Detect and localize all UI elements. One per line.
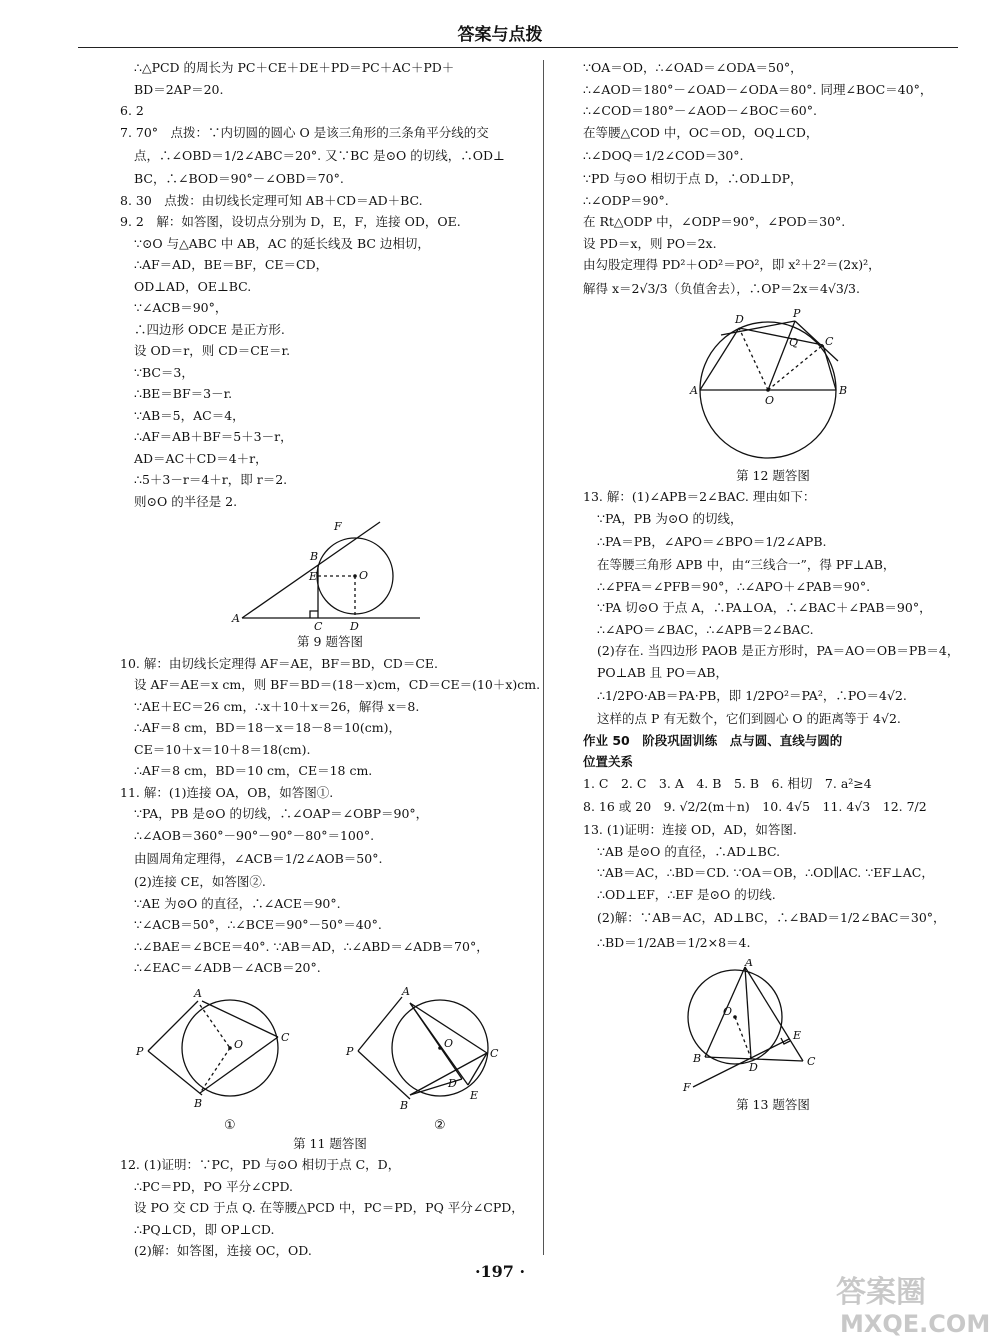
text-line: 在等腰三角形 APB 中，由“三线合一”，得 PF⊥AB， — [597, 557, 896, 572]
point-label: E — [470, 1088, 479, 1102]
text-line: ∴∠AOB＝360°－90°－90°－80°＝100°. — [134, 827, 375, 843]
text-line: 8. 30 点拨：由切线长定理可知 AB＋CD＝AD＋BC. — [120, 192, 423, 208]
point-label: E — [793, 1029, 802, 1042]
text-line: 在等腰△COD 中，OC＝OD，OQ⊥CD， — [583, 124, 819, 140]
text-line: (2)连接 CE，如答图②. — [134, 874, 266, 889]
text-line: AD＝AC＋CD＝4＋r， — [134, 450, 268, 466]
point-label: A — [194, 986, 202, 1000]
point-label: A — [745, 959, 753, 969]
text-line: ∵BC＝3， — [134, 364, 194, 380]
point-label: A — [690, 383, 698, 397]
point-label: A — [232, 612, 240, 625]
point-label: O — [765, 393, 775, 407]
subfigure-label: ② — [434, 1117, 446, 1133]
point-label: B — [194, 1096, 203, 1110]
point-label: C — [807, 1055, 816, 1068]
figure-caption: 第 11 题答图 — [293, 1135, 367, 1151]
text-line: ∴∠AOD＝180°－∠OAD－∠ODA＝80°. 同理∠BOC＝40°， — [583, 81, 933, 97]
text-line: (2)解：∵AB＝AC，AD⊥BC，∴∠BAD＝1/2∠BAC＝30°， — [597, 910, 946, 925]
text-line: CE＝10＋x＝10＋8＝18(cm). — [134, 741, 311, 757]
point-label: D — [350, 620, 359, 631]
text-line: ∴∠BAE＝∠BCE＝40°. ∵AB＝AD，∴∠ABD＝∠ADB＝70°， — [134, 938, 489, 954]
point-label: B — [400, 1098, 409, 1112]
text-line: 设 PO 交 CD 于点 Q. 在等腰△PCD 中，PC＝PD，PQ 平分∠CPD， — [134, 1200, 524, 1215]
text-line: BC，∴∠BOD＝90°－∠OBD＝70°. — [134, 171, 344, 186]
figure-q13 — [673, 959, 873, 1094]
point-label: E — [309, 570, 318, 583]
text-line: ∵PD 与⊙O 相切于点 D，∴OD⊥DP， — [583, 171, 803, 186]
text-line: 则⊙O 的半径是 2. — [134, 493, 238, 509]
text-line: 10. 解：由切线长定理得 AF＝AE，BF＝BD，CD＝CE. — [120, 655, 438, 671]
text-line: ∴∠PFA＝∠PFB＝90°，∴∠APO＋∠PAB＝90°. — [597, 578, 871, 594]
text-line: 11. 解：(1)连接 OA，OB，如答图①. — [120, 784, 334, 800]
text-line: (2)存在. 当四边形 PAOB 是正方形时，PA＝AO＝OB＝PB＝4， — [597, 643, 960, 658]
text-line: 解得 x＝2√3/3（负值舍去），∴OP＝2x＝4√3/3. — [583, 280, 860, 296]
point-label: D — [735, 312, 744, 326]
left-column — [120, 57, 540, 1262]
text-line: 在 Rt△ODP 中，∠ODP＝90°，∠POD＝30°. — [583, 214, 846, 229]
point-label: F — [334, 520, 342, 533]
text-line: ∵AB＝5，AC＝4， — [134, 407, 245, 423]
text-line: ∴BD＝1/2AB＝1/2×8＝4. — [597, 935, 751, 950]
text-line: (2)解：如答图，连接 OC，OD. — [134, 1243, 312, 1258]
text-line: ∴AF＝AD，BE＝BF，CE＝CD， — [134, 257, 329, 272]
text-line: 12. (1)证明：∵PC，PD 与⊙O 相切于点 C，D， — [120, 1157, 401, 1172]
figure-q11 — [120, 983, 540, 1133]
figure-q12 — [673, 305, 873, 465]
text-line: ∴∠APO＝∠BAC，∴∠APB＝2∠BAC. — [597, 621, 814, 637]
text-line: PO⊥AB 且 PO＝AB， — [597, 664, 728, 680]
text-line: ∵AE＋EC＝26 cm，∴x＋10＋x＝26，解得 x＝8. — [134, 698, 420, 714]
point-label: O — [444, 1036, 454, 1050]
point-label: C — [281, 1030, 290, 1044]
point-label: P — [793, 306, 801, 320]
text-line: ∵PA，PB 为⊙O 的切线， — [597, 510, 743, 526]
point-label: F — [683, 1081, 691, 1094]
text-line: 设 OD＝r，则 CD＝CE＝r. — [134, 343, 291, 358]
point-label: P — [136, 1044, 144, 1058]
point-label: C — [490, 1046, 499, 1060]
text-line: 由勾股定理得 PD²＋OD²＝PO²，即 x²＋2²＝(2x)²， — [583, 257, 881, 272]
text-line: ∴OD⊥EF，∴EF 是⊙O 的切线. — [597, 886, 776, 902]
point-label: D — [448, 1076, 457, 1090]
text-line: 这样的点 P 有无数个，它们到圆心 O 的距离等于 4√2. — [597, 711, 901, 726]
page-header: 答案与点拨 — [457, 25, 543, 45]
text-line: ∴四边形 ODCE 是正方形. — [134, 321, 285, 337]
header-rule — [78, 47, 958, 48]
watermark-logo — [826, 1268, 998, 1338]
point-label: B — [693, 1052, 702, 1065]
text-line: ∵AB＝AC，∴BD＝CD. ∵OA＝OB，∴OD∥AC. ∵EF⊥AC， — [597, 865, 934, 880]
text-line: ∵AB 是⊙O 的直径，∴AD⊥BC. — [597, 843, 781, 859]
section-subtitle: 位置关系 — [583, 754, 634, 769]
point-label: O — [359, 569, 369, 582]
text-line: ∴PC＝PD，PO 平分∠CPD. — [134, 1178, 293, 1194]
text-line: ∵AE 为⊙O 的直径，∴∠ACE＝90°. — [134, 895, 341, 911]
text-line: ∴∠EAC＝∠ADB－∠ACB＝20°. — [134, 960, 321, 975]
text-line: 13. (1)证明：连接 OD，AD，如答图. — [583, 822, 797, 837]
text-line: ∴AF＝AB＋BF＝5＋3－r， — [134, 429, 293, 444]
text-line: ∴∠COD＝180°－∠AOD－∠BOC＝60°. — [583, 103, 817, 118]
text-line: ∵OA＝OD，∴∠OAD＝∠ODA＝50°， — [583, 60, 803, 75]
answer-line: 8. 16 或 20 9. √2/2(m＋n) 10. 4√5 11. 4√3 12. 7/2 — [583, 799, 927, 814]
text-line: ∵⊙O 与△ABC 中 AB，AC 的延长线及 BC 边相切， — [134, 235, 430, 251]
text-line: BD＝2AP＝20. — [134, 81, 224, 97]
text-line: 由圆周角定理得，∠ACB＝1/2∠AOB＝50°. — [134, 851, 383, 866]
point-label: C — [825, 334, 834, 348]
text-line: ∵PA，PB 是⊙O 的切线，∴∠OAP＝∠OBP＝90°， — [134, 806, 429, 821]
text-line: 设 PD＝x，则 PO＝2x. — [583, 235, 717, 251]
point-label: P — [346, 1044, 354, 1058]
point-label: Q — [789, 335, 799, 349]
text-line: ∴△PCD 的周长为 PC＋CE＋DE＋PD＝PC＋AC＋PD＋ — [134, 60, 455, 75]
text-line: ∵PA 切⊙O 于点 A，∴PA⊥OA，∴∠BAC＋∠PAB＝90°， — [597, 600, 932, 615]
right-column — [583, 57, 963, 1116]
text-line: OD⊥AD，OE⊥BC. — [134, 278, 252, 294]
text-line: ∴∠DOQ＝1/2∠COD＝30°. — [583, 148, 744, 163]
text-line: ∵∠ACB＝90°， — [134, 300, 228, 315]
text-line: ∴AF＝8 cm，BD＝18－x＝18－8＝10(cm)， — [134, 720, 401, 735]
text-line: ∴5＋3－r＝4＋r，即 r＝2. — [134, 472, 288, 487]
point-label: O — [723, 1005, 733, 1018]
text-line: ∴PA＝PB，∠APO＝∠BPO＝1/2∠APB. — [597, 534, 827, 549]
text-line: 13. 解：(1)∠APB＝2∠BAC. 理由如下： — [583, 489, 816, 504]
column-divider — [543, 60, 544, 1255]
page-number: ·197 · — [474, 1262, 526, 1281]
point-label: B — [310, 550, 319, 563]
point-label: D — [749, 1061, 758, 1074]
text-line: 9. 2 解：如答图，设切点分别为 D，E，F，连接 OD，OE. — [120, 214, 461, 229]
text-line: 6. 2 — [120, 103, 144, 118]
text-line: ∴∠ODP＝90°. — [583, 192, 669, 208]
subfigure-label: ① — [224, 1117, 236, 1133]
point-label: A — [402, 984, 410, 998]
section-title: 作业 50 阶段巩固训练 点与圆、直线与圆的 — [583, 732, 843, 748]
text-line: ∴PQ⊥CD，即 OP⊥CD. — [134, 1221, 275, 1237]
figure-q9 — [230, 516, 430, 631]
figure-caption: 第 13 题答图 — [736, 1097, 810, 1112]
text-line: ∵∠ACB＝50°，∴∠BCE＝90°－50°＝40°. — [134, 917, 382, 932]
figure-caption: 第 12 题答图 — [736, 467, 810, 483]
text-line: 设 AF＝AE＝x cm，则 BF＝BD＝(18－x)cm，CD＝CE＝(10＋x)cm. — [134, 677, 541, 692]
text-line: 7. 70° 点拨：∵内切圆的圆心 O 是该三角形的三条角平分线的交 — [120, 124, 489, 140]
point-label: O — [234, 1037, 244, 1051]
text-line: ∴AF＝8 cm，BD＝10 cm，CE＝18 cm. — [134, 763, 373, 778]
point-label: B — [839, 383, 848, 397]
answer-line: 1. C 2. C 3. A 4. B 5. B 6. 相切 7. a²≥4 — [583, 775, 872, 791]
text-line: ∴1/2PO·AB＝PA·PB，即 1/2PO²＝PA²，∴PO＝4√2. — [597, 688, 907, 703]
watermark-text: 答案圈 — [836, 1275, 926, 1310]
point-label: C — [314, 620, 323, 631]
watermark-url: MXQE.COM — [840, 1310, 991, 1338]
text-line: 点，∴∠OBD＝1/2∠ABC＝20°. 又∵BC 是⊙O 的切线，∴OD⊥ — [134, 148, 505, 163]
figure-caption: 第 9 题答图 — [297, 634, 363, 649]
text-line: ∴BE＝BF＝3－r. — [134, 386, 233, 401]
